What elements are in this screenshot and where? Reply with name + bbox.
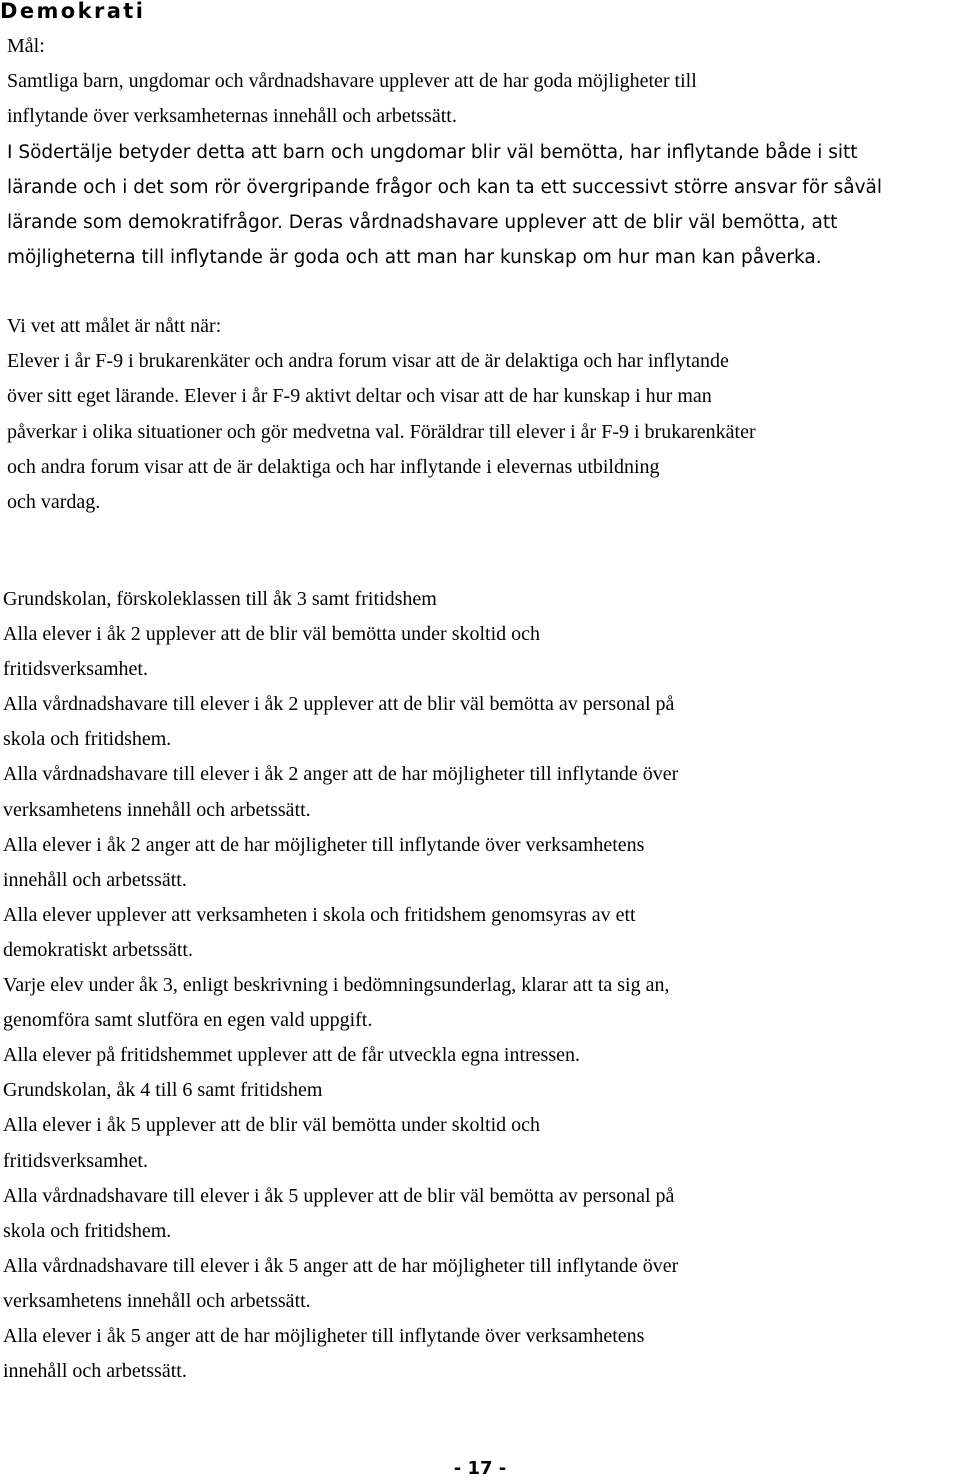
description-line: möjligheterna till inflytande är goda och att man har kunskap om hur man kan påverka. [7, 247, 822, 269]
target-line: skola och fritidshem. [3, 1219, 172, 1242]
description-line: lärande som demokratifrågor. Deras vårdnadshavare upplever att de blir väl bemötta, att [7, 212, 838, 234]
criteria-text-line: och vardag. [7, 491, 101, 514]
subheading-4-6: Grundskolan, åk 4 till 6 samt fritidshem [3, 1079, 323, 1102]
goal-label: Mål: [7, 35, 45, 57]
description-line: I Södertälje betyder detta att barn och ungdomar blir väl bemötta, har inflytande både i sitt [7, 141, 858, 163]
target-line: Alla elever i åk 5 anger att de har möjligheter till inflytande över verksamhetens [3, 1324, 645, 1347]
goal-section [7, 29, 882, 275]
criteria-text-line: över sitt eget lärande. Elever i år F-9 aktivt deltar och visar att de har kunskap i hur man [7, 385, 712, 408]
target-line: innehåll och arbetssätt. [3, 1360, 187, 1383]
school-targets-section [3, 582, 678, 1389]
target-line: Alla vårdnadshavare till elever i åk 5 upplever att de blir väl bemötta av personal på [3, 1184, 675, 1207]
target-line: Alla vårdnadshavare till elever i åk 2 anger att de har möjligheter till inflytande över [3, 763, 679, 786]
criteria-text-line: Elever i år F-9 i brukarenkäter och andra forum visar att de är delaktiga och har inflytande [7, 350, 729, 373]
page-number: - 17 - [453, 1458, 507, 1479]
target-line: Alla elever upplever att verksamheten i skola och fritidshem genomsyras av ett [3, 903, 636, 926]
target-line: verksamhetens innehåll och arbetssätt. [3, 1289, 311, 1312]
target-line: Alla elever på fritidshemmet upplever att de får utveckla egna intressen. [3, 1044, 580, 1067]
target-line: innehåll och arbetssätt. [3, 868, 187, 891]
target-line: Alla vårdnadshavare till elever i åk 2 upplever att de blir väl bemötta av personal på [3, 693, 675, 716]
target-line: Alla vårdnadshavare till elever i åk 5 anger att de har möjligheter till inflytande över [3, 1254, 679, 1277]
goal-text-line: inflytande över verksamheternas innehåll och arbetssätt. [7, 105, 457, 128]
target-line: Alla elever i åk 2 upplever att de blir väl bemötta under skoltid och [3, 623, 541, 646]
target-line: demokratiskt arbetssätt. [3, 938, 193, 961]
criteria-text-line: påverkar i olika situationer och gör medvetna val. Föräldrar till elever i år F-9 i brukarenkäter [7, 420, 756, 443]
target-line: Alla elever i åk 5 upplever att de blir väl bemötta under skoltid och [3, 1114, 541, 1137]
target-line: verksamhetens innehåll och arbetssätt. [3, 798, 311, 821]
target-line: genomföra samt slutföra en egen vald uppgift. [3, 1009, 373, 1032]
target-line: fritidsverksamhet. [3, 1149, 148, 1172]
criteria-text-line: och andra forum visar att de är delaktiga och har inflytande i elevernas utbildning [7, 455, 660, 478]
subheading-f3: Grundskolan, förskoleklassen till åk 3 samt fritidshem [3, 588, 437, 610]
description-line: lärande och i det som rör övergripande frågor och kan ta ett successivt större ansvar för såväl [7, 176, 883, 198]
target-line: fritidsverksamhet. [3, 658, 148, 681]
criteria-section [7, 309, 756, 520]
goal-text-line: Samtliga barn, ungdomar och vårdnadshavare upplever att de har goda möjligheter till [7, 70, 697, 93]
target-line: Varje elev under åk 3, enligt beskrivning i bedömningsunderlag, klarar att ta sig an, [3, 974, 670, 997]
target-line: skola och fritidshem. [3, 728, 172, 751]
criteria-label: Vi vet att målet är nått när: [7, 315, 222, 337]
page-title: Demokrati [0, 0, 146, 23]
target-line: Alla elever i åk 2 anger att de har möjligheter till inflytande över verksamhetens [3, 833, 645, 856]
